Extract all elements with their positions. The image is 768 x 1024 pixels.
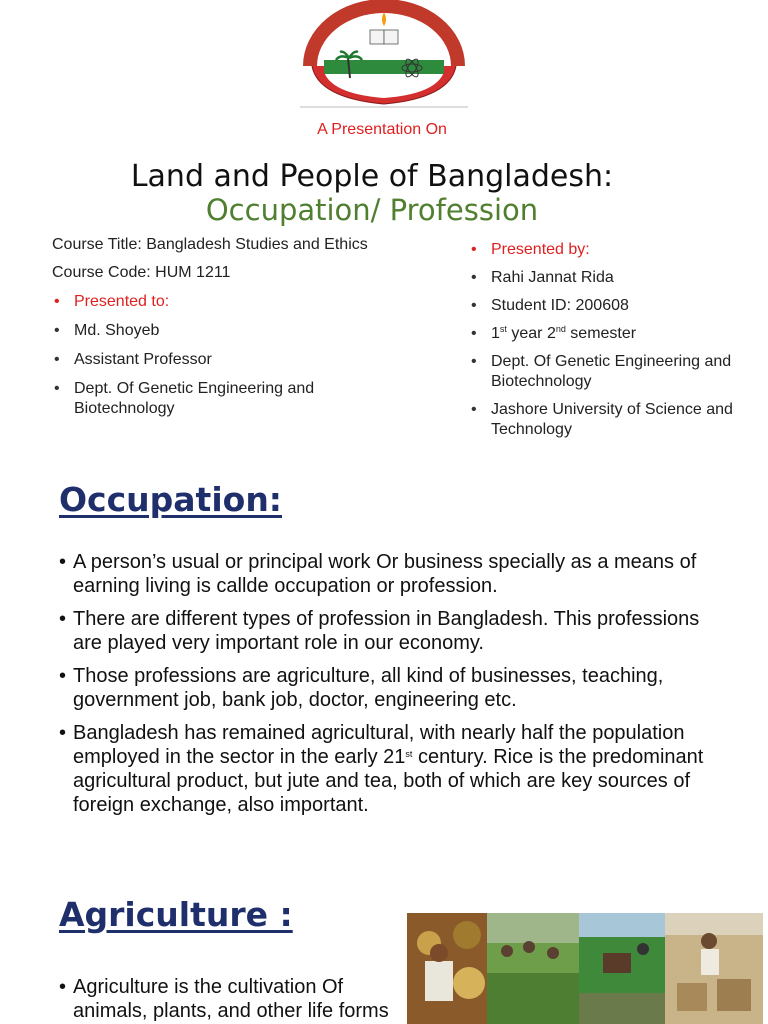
occupation-bullet-2: • There are different types of profession in Bangladesh. This professions are played very important role in our economy.: [59, 607, 719, 655]
agriculture-heading: Agriculture :: [59, 895, 293, 934]
course-code: Course Code: HUM 1211: [52, 264, 231, 281]
presenter-to-name: • Md. Shoyeb: [52, 321, 382, 341]
occupation-bullets: [59, 550, 719, 817]
presentation-tagline: A Presentation On: [317, 121, 447, 138]
occupation-bullet-3: • Those professions are agriculture, all kind of businesses, teaching, government job, bank job, doctor, engineering etc.: [59, 664, 719, 712]
agriculture-bullet-1: • Agriculture is the cultivation Of animals, plants, and other life forms: [59, 975, 409, 1023]
university-logo: [300, 0, 468, 108]
presenter-to-position: • Assistant Professor: [52, 350, 382, 370]
presentation-subtitle: Occupation/ Profession: [205, 193, 539, 227]
presenter-to-dept: • Dept. Of Genetic Engineering and Biotechnology: [52, 379, 382, 419]
presenter-dept: • Dept. Of Genetic Engineering and Biotechnology: [469, 352, 759, 392]
year-semester: • 1st year 2nd semester: [469, 324, 759, 344]
occupation-bullet-1: • A person’s usual or principal work Or business specially as a means of earning living is callde occupation or profession.: [59, 550, 719, 598]
presented-by-list: [469, 240, 759, 440]
presented-to-label: • Presented to:: [52, 292, 382, 312]
occupation-heading: Occupation:: [59, 480, 283, 519]
course-title: Course Title: Bangladesh Studies and Ethics: [52, 236, 368, 253]
presenter-university: • Jashore University of Science and Technology: [469, 400, 759, 440]
student-id: • Student ID: 200608: [469, 296, 759, 316]
agriculture-bullets: [59, 975, 409, 1023]
presented-to-list: [52, 292, 382, 419]
presenter-name: • Rahi Jannat Rida: [469, 268, 759, 288]
presented-by-label: • Presented by:: [469, 240, 759, 260]
occupation-bullet-4: • Bangladesh has remained agricultural, with nearly half the population employed in the sector in the early 21st century. Rice is the predominant agricultural product, but jute and tea, both of which are key sources of foreign exchange, also important.: [59, 721, 719, 817]
agriculture-photo-collage: [407, 913, 763, 1024]
presentation-title: Land and People of Bangladesh:: [130, 159, 614, 194]
collage-image: [407, 913, 763, 1024]
